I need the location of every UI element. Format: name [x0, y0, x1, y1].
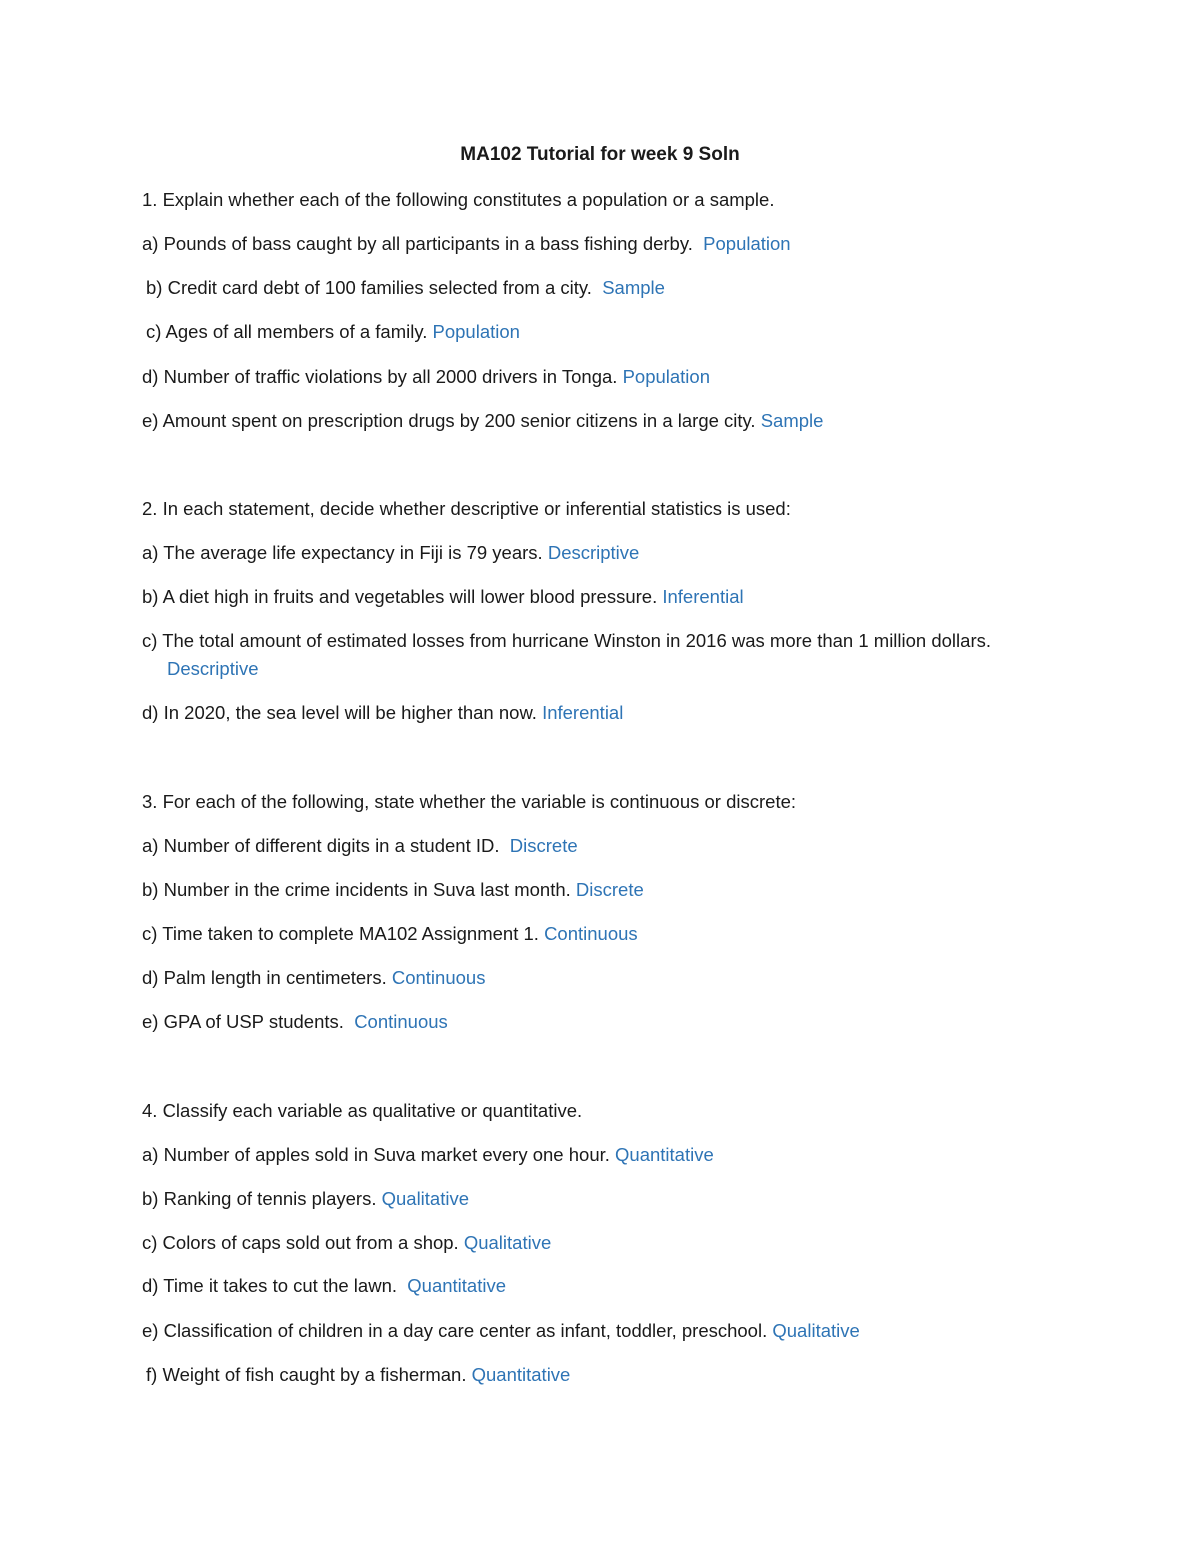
- q3-item-a-answer: Discrete: [509, 835, 578, 856]
- q4-item-b: [142, 1187, 469, 1211]
- q4-item-c-answer: Qualitative: [463, 1232, 552, 1253]
- q4-item-a-answer: Quantitative: [615, 1144, 714, 1165]
- q1-item-e-answer: Sample: [760, 410, 824, 431]
- q1-item-e: [142, 409, 823, 433]
- q1-item-a-text: a) Pounds of bass caught by all participants in a bass fishing derby.: [142, 233, 693, 254]
- q1-item-c: [146, 320, 520, 344]
- q4-item-b-text: b) Ranking of tennis players.: [142, 1188, 377, 1209]
- q4-item-d: [142, 1274, 506, 1298]
- q4-item-d-text: d) Time it takes to cut the lawn.: [142, 1275, 397, 1296]
- q4-item-c: [142, 1231, 551, 1255]
- q2-item-b: [142, 585, 744, 609]
- q3-item-d: [142, 966, 485, 990]
- q4-item-f: [146, 1363, 570, 1387]
- q2-item-b-text: b) A diet high in fruits and vegetables will lower blood pressure.: [142, 586, 658, 607]
- page-title: MA102 Tutorial for week 9 Soln: [460, 144, 740, 165]
- q1-item-a-answer: Population: [703, 233, 791, 254]
- q2-item-d-answer: Inferential: [542, 702, 624, 723]
- q1-item-b-answer: Sample: [602, 277, 665, 298]
- q3-prompt: 3. For each of the following, state whether the variable is continuous or discrete:: [142, 791, 797, 812]
- q3-item-c-answer: Continuous: [544, 923, 638, 944]
- q3-item-c-text: c) Time taken to complete MA102 Assignment 1.: [142, 923, 539, 944]
- q2-item-a-answer: Descriptive: [547, 542, 640, 563]
- q1-item-e-text: e) Amount spent on prescription drugs by 200 senior citizens in a large city.: [142, 410, 756, 431]
- q1-item-b: [146, 276, 665, 300]
- q3-item-c: [142, 922, 638, 946]
- q2-item-d-text: d) In 2020, the sea level will be higher than now.: [142, 702, 537, 723]
- q4-prompt: 4. Classify each variable as qualitative or quantitative.: [142, 1100, 583, 1121]
- q4-item-e-text: e) Classification of children in a day care center as infant, toddler, preschool.: [142, 1320, 768, 1341]
- q3-item-e-text: e) GPA of USP students.: [142, 1011, 344, 1032]
- q2-item-a-text: a) The average life expectancy in Fiji is 79 years.: [142, 542, 543, 563]
- q2-item-c-answer: Descriptive: [167, 658, 259, 679]
- q1-item-c-answer: Population: [432, 321, 520, 342]
- q1-item-d-text: d) Number of traffic violations by all 2000 drivers in Tonga.: [142, 366, 618, 387]
- q3-item-b-text: b) Number in the crime incidents in Suva last month.: [142, 879, 571, 900]
- q2-item-a: [142, 541, 639, 565]
- q2-item-d: [142, 701, 623, 725]
- q4-item-f-text: f) Weight of fish caught by a fisherman.: [146, 1364, 467, 1385]
- q4-item-f-answer: Quantitative: [471, 1364, 571, 1385]
- q4-item-d-answer: Quantitative: [407, 1275, 507, 1296]
- q1-item-b-text: b) Credit card debt of 100 families selected from a city.: [146, 277, 592, 298]
- q1-item-d-answer: Population: [622, 366, 710, 387]
- q3-item-e: [142, 1010, 448, 1034]
- q1-item-a: [142, 232, 791, 256]
- q1-item-c-text: c) Ages of all members of a family.: [146, 321, 428, 342]
- q2-item-b-answer: Inferential: [662, 586, 744, 607]
- q3-item-a: [142, 834, 578, 858]
- q3-item-e-answer: Continuous: [354, 1011, 448, 1032]
- q1-item-d: [142, 365, 710, 389]
- q3-item-b: [142, 878, 644, 902]
- q1-prompt: 1. Explain whether each of the following constitutes a population or a sample.: [142, 189, 775, 210]
- q2-prompt: 2. In each statement, decide whether descriptive or inferential statistics is used:: [142, 498, 791, 519]
- q4-item-c-text: c) Colors of caps sold out from a shop.: [142, 1232, 459, 1253]
- q3-item-d-answer: Continuous: [391, 967, 486, 988]
- q4-item-a-text: a) Number of apples sold in Suva market every one hour.: [142, 1144, 610, 1165]
- q4-item-a: [142, 1143, 714, 1167]
- q4-item-e: [142, 1319, 860, 1343]
- q3-item-a-text: a) Number of different digits in a student ID.: [142, 835, 500, 856]
- q2-item-c-text: c) The total amount of estimated losses from hurricane Winston in 2016 was more than 1 million dollars.: [142, 630, 991, 651]
- q4-item-b-answer: Qualitative: [381, 1188, 470, 1209]
- q3-item-d-text: d) Palm length in centimeters.: [142, 967, 387, 988]
- q4-item-e-answer: Qualitative: [772, 1320, 860, 1341]
- q3-item-b-answer: Discrete: [575, 879, 644, 900]
